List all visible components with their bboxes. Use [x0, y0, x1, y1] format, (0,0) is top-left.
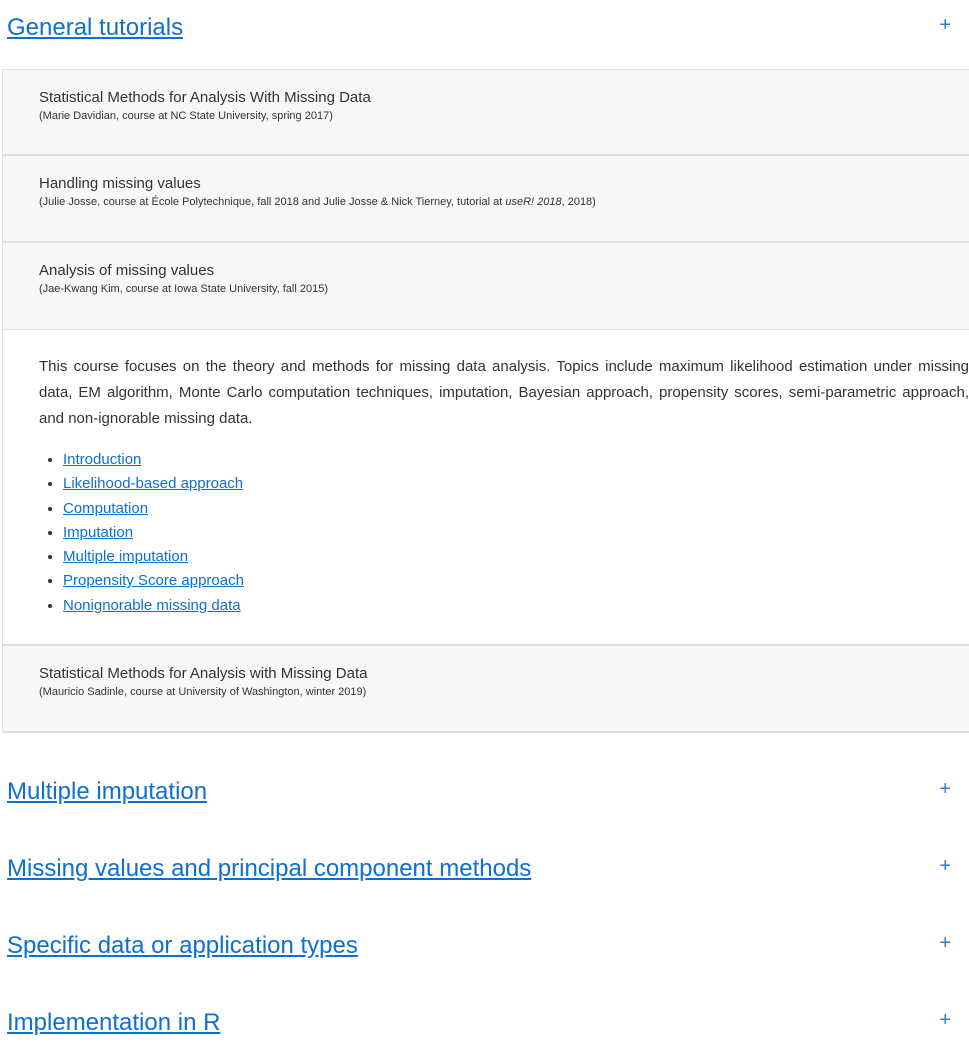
tutorial-item-davidian[interactable] — [2, 69, 969, 156]
list-item — [63, 545, 969, 569]
list-item — [63, 448, 969, 472]
section-title-specific-data[interactable]: Specific data or application types — [7, 932, 358, 959]
section-header[interactable] — [0, 846, 969, 892]
tutorial-details-kim — [2, 330, 969, 646]
tutorial-subtitle: (Jae-Kwang Kim, course at Iowa State University, fall 2015) — [39, 283, 328, 295]
subtitle-emphasis: useR! 2018 — [505, 196, 562, 208]
section-principal-component — [0, 846, 969, 892]
section-implementation-r — [0, 1000, 969, 1046]
section-header[interactable] — [0, 1000, 969, 1046]
expand-plus-icon[interactable]: + — [939, 778, 951, 800]
section-specific-data — [0, 923, 969, 969]
section-header[interactable] — [0, 923, 969, 969]
subtitle-text: (Julie Josse, course at École Polytechnique, fall 2018 and Julie Josse & Nick Tierney, tutorial at — [39, 196, 506, 208]
link-introduction[interactable]: Introduction — [63, 451, 142, 468]
section-header[interactable] — [0, 5, 969, 51]
tutorial-item-kim[interactable] — [2, 243, 969, 330]
expand-plus-icon[interactable]: + — [939, 1009, 951, 1031]
expand-plus-icon[interactable]: + — [939, 855, 951, 877]
tutorial-title: Handling missing values — [39, 175, 201, 192]
tutorial-item-josse[interactable] — [2, 156, 969, 243]
tutorial-subtitle: (Marie Davidian, course at NC State University, spring 2017) — [39, 110, 333, 122]
section-title-general-tutorials[interactable]: General tutorials — [7, 14, 184, 41]
tutorial-title: Analysis of missing values — [39, 262, 215, 279]
tutorial-list — [2, 69, 969, 733]
tutorial-item-sadinle[interactable] — [2, 646, 969, 733]
tutorial-subtitle: (Mauricio Sadinle, course at University of Washington, winter 2019) — [39, 686, 367, 698]
section-title-multiple-imputation[interactable]: Multiple imputation — [7, 778, 208, 805]
list-item — [63, 472, 969, 496]
list-item — [63, 497, 969, 521]
expand-plus-icon[interactable]: + — [939, 14, 951, 36]
list-item — [63, 594, 969, 618]
list-item — [63, 521, 969, 545]
tutorial-title: Statistical Methods for Analysis with Missing Data — [39, 665, 368, 682]
section-header[interactable] — [0, 769, 969, 815]
section-title-implementation-r[interactable]: Implementation in R — [7, 1009, 221, 1036]
section-multiple-imputation — [0, 769, 969, 815]
link-nonignorable-missing-data[interactable]: Nonignorable missing data — [63, 596, 241, 614]
tutorial-description: This course focuses on the theory and methods for missing data analysis. Topics include maximum likelihood estimation under missing data, EM algorithm, Monte Carlo computation techniques, imputation, Bayesian approach, propensity scores, semi-parametric approach, and non-ignorable missing data. — [39, 358, 969, 427]
link-imputation[interactable]: Imputation — [63, 523, 134, 541]
link-computation[interactable]: Computation — [63, 499, 149, 517]
link-likelihood-based-approach[interactable]: Likelihood-based approach — [63, 475, 244, 493]
tutorial-subtitle — [39, 196, 969, 208]
section-title-principal-component[interactable]: Missing values and principal component methods — [7, 855, 532, 882]
tutorial-title: Statistical Methods for Analysis With Missing Data — [39, 89, 371, 106]
tutorial-link-list — [39, 448, 969, 618]
link-multiple-imputation[interactable]: Multiple imputation — [63, 548, 189, 566]
link-propensity-score-approach[interactable]: Propensity Score approach — [63, 572, 244, 590]
subtitle-text: , 2018) — [561, 196, 596, 208]
expand-plus-icon[interactable]: + — [939, 932, 951, 954]
list-item — [63, 569, 969, 593]
